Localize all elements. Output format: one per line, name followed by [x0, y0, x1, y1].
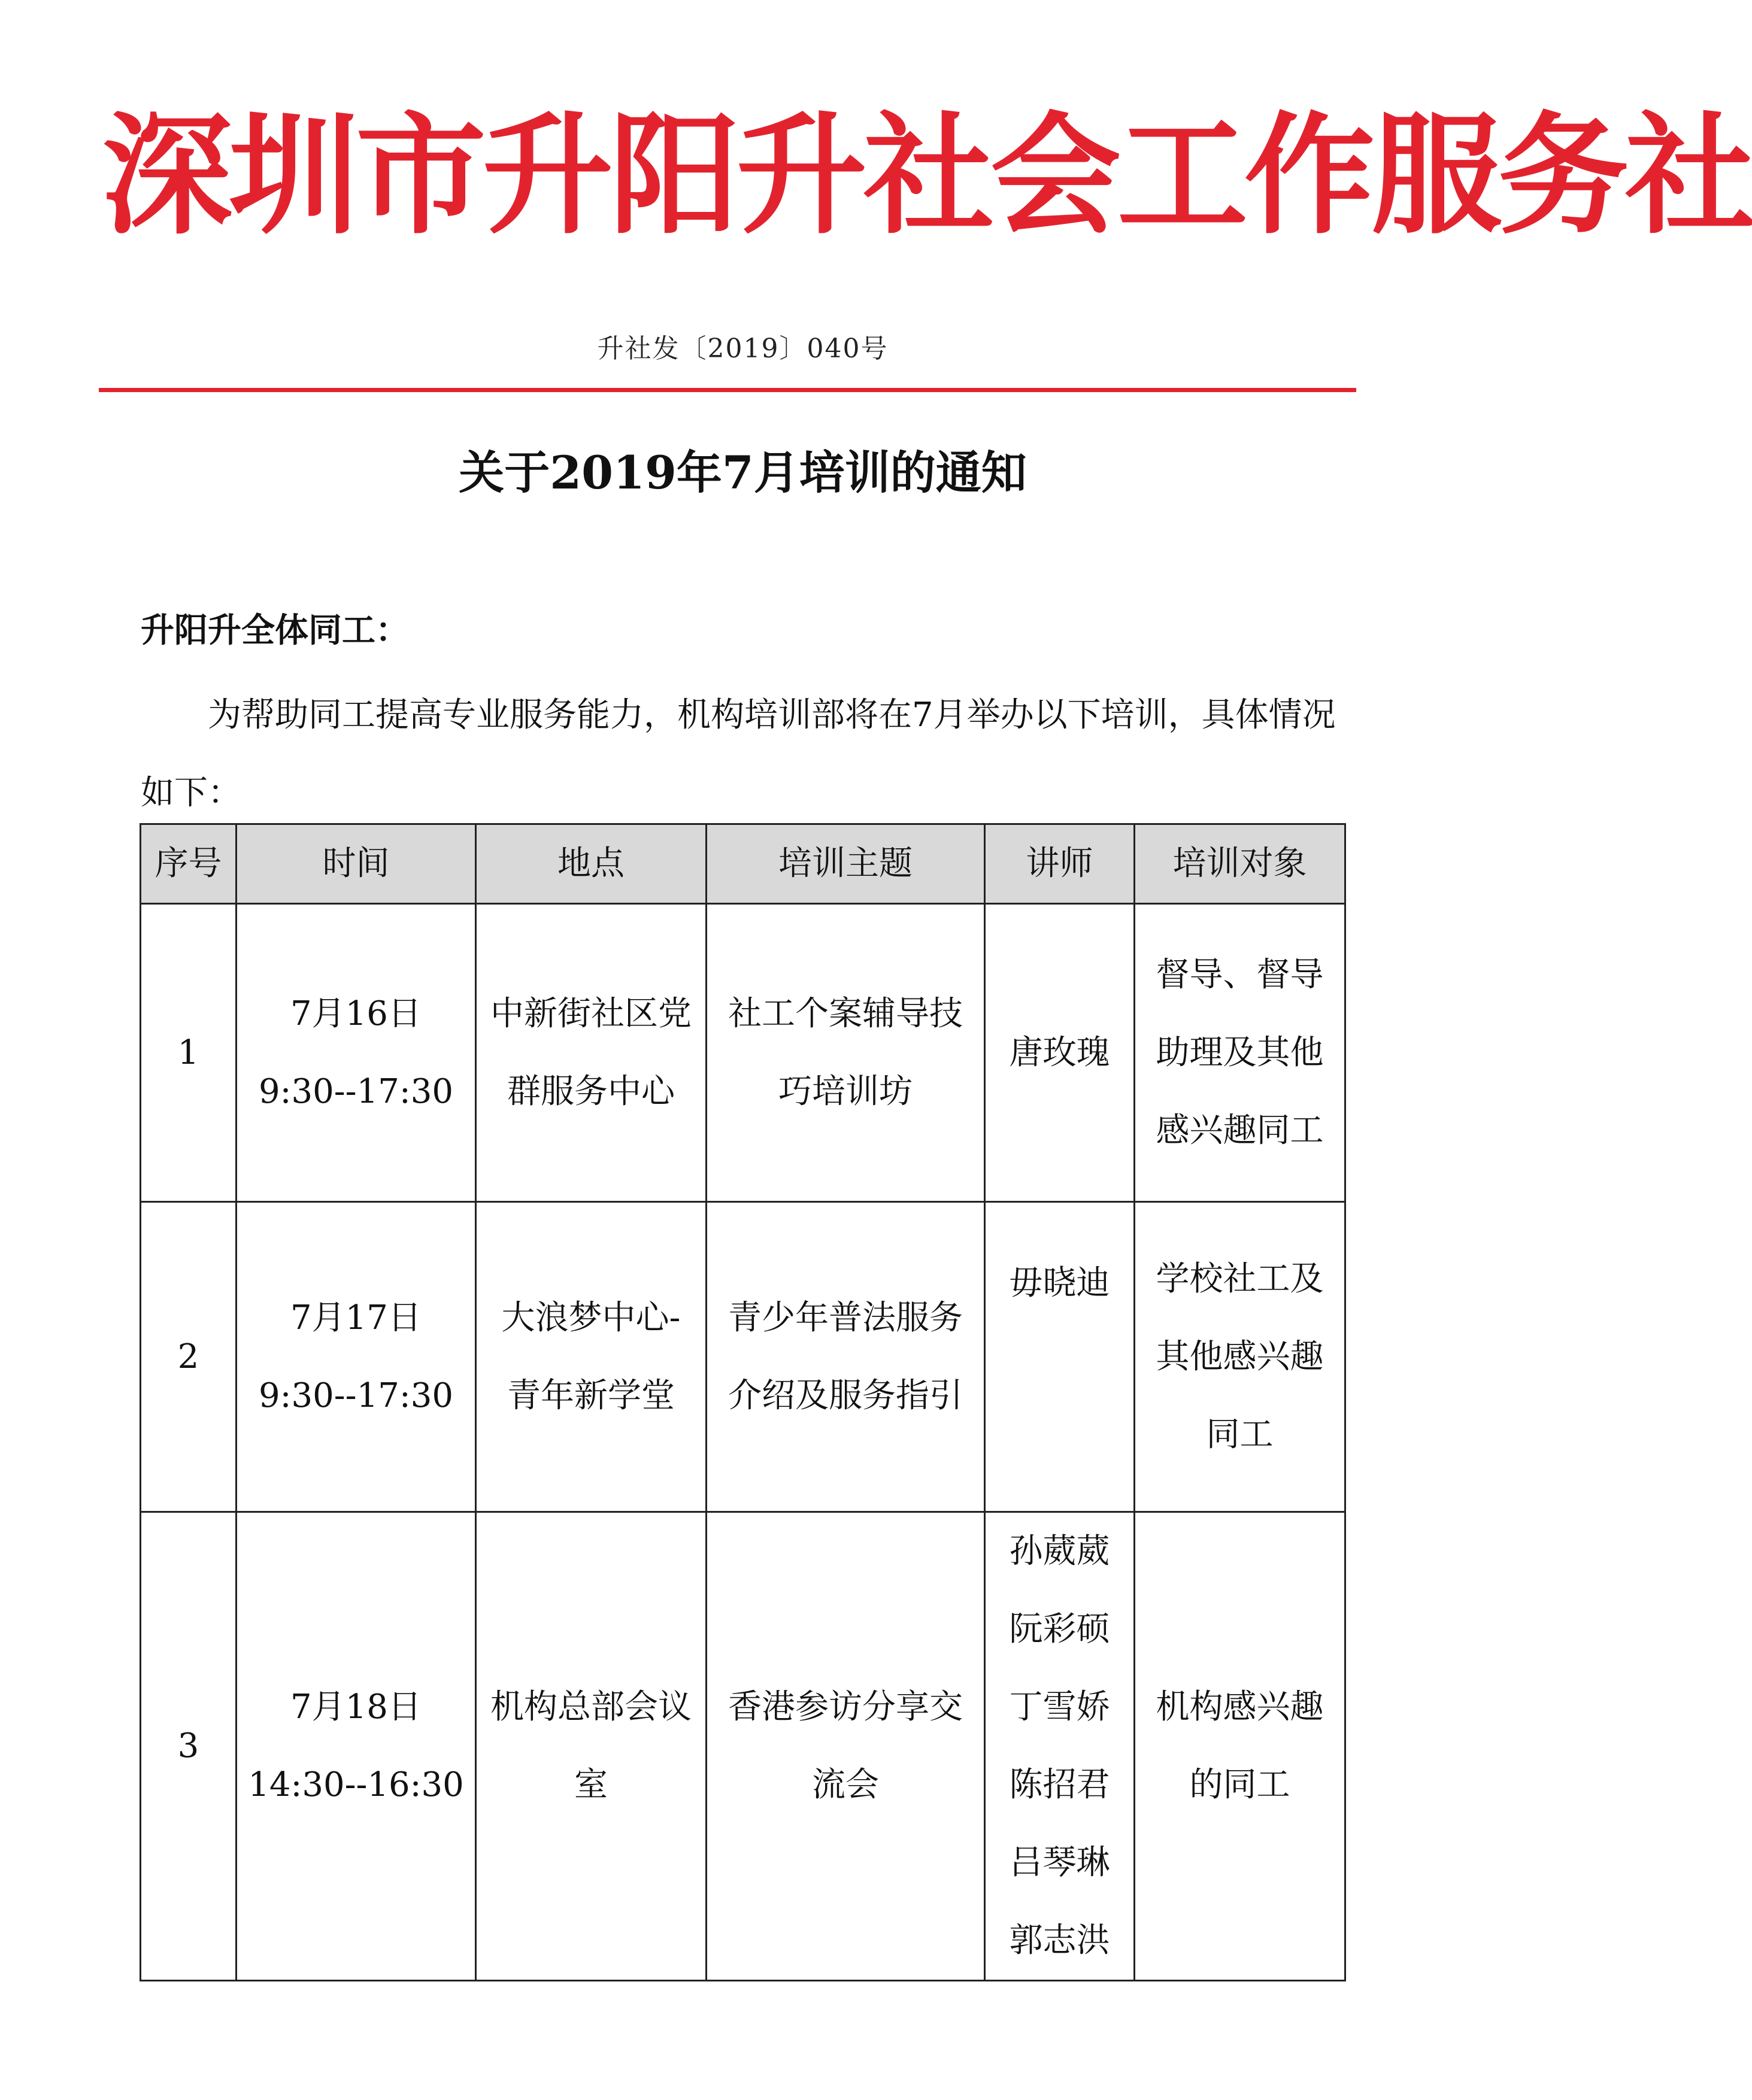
cell-date: 7月18日 [290, 1688, 422, 1726]
cell-time-range: 9:30--17:30 [259, 1072, 453, 1111]
lecturer-name: 毋晓迪 [1009, 1264, 1110, 1303]
cell-location: 机构总部会议室 [476, 1512, 707, 1981]
lecturer-name: 阮彩硕 [1009, 1610, 1110, 1649]
training-schedule-table [140, 823, 1346, 1981]
cell-no: 1 [141, 904, 237, 1202]
lecturer-name: 陈招君 [1009, 1765, 1110, 1804]
cell-date: 7月16日 [290, 994, 422, 1033]
column-header-location: 地点 [476, 824, 707, 904]
notice-title: 关于2019年7月培训的通知 [459, 446, 1027, 499]
red-divider [99, 388, 1356, 392]
lecturer-name: 吕琴琳 [1009, 1843, 1110, 1882]
lecturer-name: 丁雪娇 [1009, 1688, 1110, 1726]
column-header-audience: 培训对象 [1135, 824, 1345, 904]
cell-lecturer [985, 1512, 1135, 1981]
cell-location: 中新街社区党群服务中心 [476, 904, 707, 1202]
cell-audience: 督导、督导助理及其他感兴趣同工 [1135, 904, 1345, 1202]
cell-audience: 学校社工及其他感兴趣同工 [1135, 1202, 1345, 1512]
cell-topic: 青少年普法服务介绍及服务指引 [707, 1202, 985, 1512]
lecturer-name: 唐玫瑰 [1009, 1033, 1110, 1072]
cell-time-range: 14:30--16:30 [248, 1765, 464, 1804]
cell-location: 大浪梦中心-青年新学堂 [476, 1202, 707, 1512]
cell-time [237, 1512, 476, 1981]
column-header-lecturer: 讲师 [985, 824, 1135, 904]
cell-topic: 社工个案辅导技巧培训坊 [707, 904, 985, 1202]
cell-date: 7月17日 [290, 1298, 422, 1337]
lecturer-name: 郭志洪 [1009, 1921, 1110, 1960]
column-header-topic: 培训主题 [707, 824, 985, 904]
column-header-time: 时间 [237, 824, 476, 904]
cell-time-range: 9:30--17:30 [259, 1376, 453, 1415]
cell-lecturer [985, 1202, 1135, 1512]
salutation: 升阳升全体同工： [141, 611, 409, 650]
cell-no: 2 [141, 1202, 237, 1512]
lecturer-name: 孙葳葳 [1009, 1532, 1110, 1571]
cell-no: 3 [141, 1512, 237, 1981]
column-header-no: 序号 [141, 824, 237, 904]
document-number: 升社发〔2019〕040号 [597, 333, 889, 364]
intro-paragraph: 为帮助同工提高专业服务能力，机构培训部将在7月举办以下培训，具体情况如下： [141, 696, 1336, 812]
cell-time [237, 904, 476, 1202]
table-row [141, 1202, 1345, 1512]
table-row [141, 1512, 1345, 1981]
cell-audience: 机构感兴趣的同工 [1135, 1512, 1345, 1981]
table-row [141, 904, 1345, 1202]
cell-topic: 香港参访分享交流会 [707, 1512, 985, 1981]
cell-lecturer [985, 904, 1135, 1202]
cell-time [237, 1202, 476, 1512]
organization-title: 深圳市升阳升社会工作服务社 [102, 101, 1752, 252]
table-header-row [141, 824, 1345, 904]
